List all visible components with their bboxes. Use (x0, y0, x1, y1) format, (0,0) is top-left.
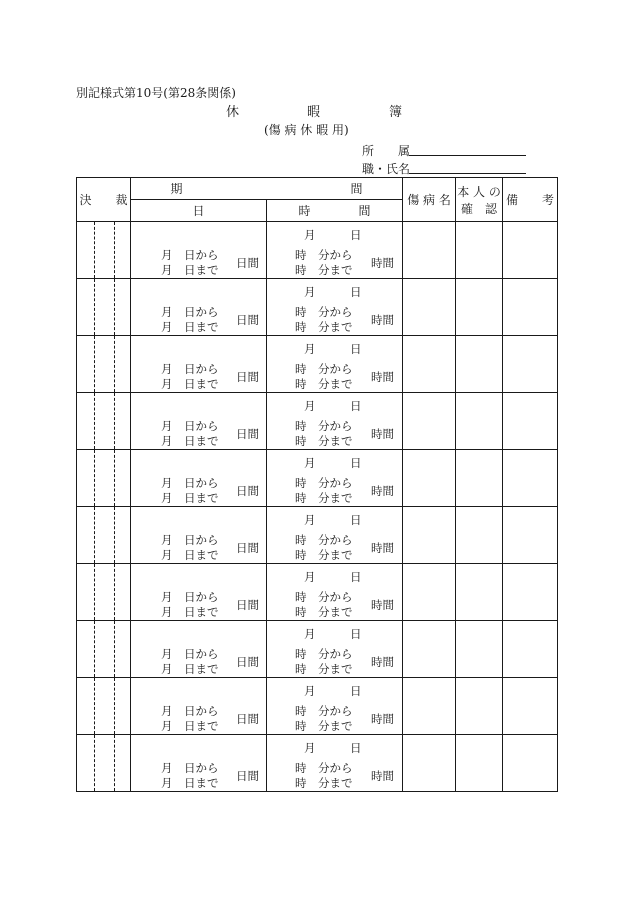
time-cell[interactable] (267, 279, 403, 336)
illness-cell[interactable] (403, 621, 456, 678)
approval-dash-line (114, 507, 115, 563)
approval-cell[interactable] (77, 507, 131, 564)
time-date: 月 日 (304, 456, 362, 470)
approval-cell[interactable] (77, 393, 131, 450)
approval-cell[interactable] (77, 621, 131, 678)
from-day: 月 日から (161, 248, 219, 262)
leave-table (76, 177, 558, 792)
approval-cell[interactable] (77, 336, 131, 393)
name-line (409, 173, 526, 174)
from-time: 時 分から (295, 362, 353, 376)
confirm-cell[interactable] (456, 621, 503, 678)
approval-dashed-lines (77, 336, 130, 392)
remarks-cell[interactable] (503, 393, 558, 450)
day-cell[interactable] (131, 678, 267, 735)
approval-dash-line (114, 279, 115, 335)
approval-dash-line (94, 279, 95, 335)
to-day: 月 日まで (161, 548, 219, 562)
hours-unit: 時間 (371, 655, 394, 669)
day-cell[interactable] (131, 393, 267, 450)
time-date: 月 日 (304, 741, 362, 755)
header-confirm-line1: 本 人 の (457, 184, 501, 199)
remarks-cell[interactable] (503, 735, 558, 792)
to-time: 時 分まで (295, 263, 353, 277)
hours-unit: 時間 (371, 541, 394, 555)
illness-cell[interactable] (403, 735, 456, 792)
day-cell[interactable] (131, 507, 267, 564)
header-confirm (456, 178, 503, 222)
approval-cell[interactable] (77, 735, 131, 792)
form-number: 別記様式第10号(第28条関係) (76, 86, 236, 100)
approval-dash-line (94, 621, 95, 677)
header-remarks: 備 考 (503, 178, 558, 222)
approval-dash-line (114, 564, 115, 620)
illness-cell[interactable] (403, 393, 456, 450)
days-unit: 日間 (236, 598, 259, 612)
to-day: 月 日まで (161, 776, 219, 790)
from-day: 月 日から (161, 533, 219, 547)
to-day: 月 日まで (161, 662, 219, 676)
header-period: 期 間 (131, 178, 403, 200)
time-date: 月 日 (304, 513, 362, 527)
table-row[interactable] (77, 222, 558, 279)
to-time: 時 分まで (295, 320, 353, 334)
confirm-cell[interactable] (456, 450, 503, 507)
from-day: 月 日から (161, 704, 219, 718)
from-time: 時 分から (295, 305, 353, 319)
from-day: 月 日から (161, 647, 219, 661)
time-date: 月 日 (304, 399, 362, 413)
days-unit: 日間 (236, 541, 259, 555)
day-cell[interactable] (131, 450, 267, 507)
approval-dashed-lines (77, 222, 130, 278)
hours-unit: 時間 (371, 313, 394, 327)
subtitle: (傷 病 休 暇 用) (264, 123, 349, 137)
to-day: 月 日まで (161, 719, 219, 733)
approval-cell[interactable] (77, 564, 131, 621)
from-day: 月 日から (161, 590, 219, 604)
to-day: 月 日まで (161, 320, 219, 334)
approval-dashed-lines (77, 507, 130, 563)
to-time: 時 分まで (295, 776, 353, 790)
time-cell[interactable] (267, 507, 403, 564)
affiliation-line (409, 155, 526, 156)
days-unit: 日間 (236, 769, 259, 783)
to-time: 時 分まで (295, 434, 353, 448)
illness-cell[interactable] (403, 678, 456, 735)
confirm-cell[interactable] (456, 678, 503, 735)
hours-unit: 時間 (371, 598, 394, 612)
to-day: 月 日まで (161, 434, 219, 448)
approval-dash-line (94, 507, 95, 563)
to-time: 時 分まで (295, 662, 353, 676)
time-date: 月 日 (304, 627, 362, 641)
approval-dashed-lines (77, 450, 130, 506)
time-date: 月 日 (304, 684, 362, 698)
approval-dashed-lines (77, 735, 130, 791)
approval-cell[interactable] (77, 279, 131, 336)
approval-dash-line (114, 450, 115, 506)
time-date: 月 日 (304, 342, 362, 356)
from-time: 時 分から (295, 248, 353, 262)
remarks-cell[interactable] (503, 621, 558, 678)
days-unit: 日間 (236, 712, 259, 726)
confirm-cell[interactable] (456, 222, 503, 279)
affiliation-label: 所 属 (362, 144, 411, 158)
time-cell[interactable] (267, 336, 403, 393)
from-time: 時 分から (295, 647, 353, 661)
table-row[interactable] (77, 564, 558, 621)
day-cell[interactable] (131, 222, 267, 279)
day-cell[interactable] (131, 735, 267, 792)
to-time: 時 分まで (295, 548, 353, 562)
approval-dash-line (114, 678, 115, 734)
time-date: 月 日 (304, 570, 362, 584)
title-char-2: 暇 (307, 105, 321, 120)
approval-cell[interactable] (77, 222, 131, 279)
from-time: 時 分から (295, 476, 353, 490)
header-confirm-line2: 確 認 (461, 201, 498, 216)
confirm-cell[interactable] (456, 507, 503, 564)
illness-cell[interactable] (403, 222, 456, 279)
remarks-cell[interactable] (503, 336, 558, 393)
remarks-cell[interactable] (503, 564, 558, 621)
confirm-cell[interactable] (456, 393, 503, 450)
table-row[interactable] (77, 393, 558, 450)
from-time: 時 分から (295, 761, 353, 775)
time-cell[interactable] (267, 621, 403, 678)
time-cell[interactable] (267, 222, 403, 279)
hours-unit: 時間 (371, 370, 394, 384)
day-cell[interactable] (131, 336, 267, 393)
illness-cell[interactable] (403, 450, 456, 507)
approval-dash-line (94, 564, 95, 620)
approval-dash-line (114, 735, 115, 791)
from-day: 月 日から (161, 305, 219, 319)
time-cell[interactable] (267, 678, 403, 735)
hours-unit: 時間 (371, 712, 394, 726)
hours-unit: 時間 (371, 256, 394, 270)
approval-dash-line (114, 621, 115, 677)
from-time: 時 分から (295, 419, 353, 433)
to-day: 月 日まで (161, 491, 219, 505)
approval-dash-line (94, 450, 95, 506)
from-day: 月 日から (161, 362, 219, 376)
days-unit: 日間 (236, 370, 259, 384)
header-day: 日 (131, 200, 267, 222)
from-time: 時 分から (295, 533, 353, 547)
days-unit: 日間 (236, 427, 259, 441)
approval-dash-line (94, 678, 95, 734)
illness-cell[interactable] (403, 336, 456, 393)
header-illness: 傷 病 名 (403, 178, 456, 222)
approval-dash-line (94, 336, 95, 392)
table-row[interactable] (77, 621, 558, 678)
approval-dash-line (94, 393, 95, 449)
days-unit: 日間 (236, 484, 259, 498)
to-day: 月 日まで (161, 605, 219, 619)
title-char-3: 簿 (389, 105, 403, 120)
table-row[interactable] (77, 279, 558, 336)
confirm-cell[interactable] (456, 735, 503, 792)
approval-cell[interactable] (77, 450, 131, 507)
table-row[interactable] (77, 336, 558, 393)
confirm-cell[interactable] (456, 336, 503, 393)
illness-cell[interactable] (403, 507, 456, 564)
from-time: 時 分から (295, 590, 353, 604)
time-cell[interactable] (267, 450, 403, 507)
hours-unit: 時間 (371, 769, 394, 783)
approval-dash-line (114, 393, 115, 449)
hours-unit: 時間 (371, 427, 394, 441)
approval-dashed-lines (77, 564, 130, 620)
remarks-cell[interactable] (503, 678, 558, 735)
approval-dash-line (94, 222, 95, 278)
from-day: 月 日から (161, 476, 219, 490)
confirm-cell[interactable] (456, 279, 503, 336)
title-char-1: 休 (226, 105, 240, 120)
days-unit: 日間 (236, 655, 259, 669)
remarks-cell[interactable] (503, 507, 558, 564)
remarks-cell[interactable] (503, 222, 558, 279)
days-unit: 日間 (236, 256, 259, 270)
table-row[interactable] (77, 735, 558, 792)
day-cell[interactable] (131, 621, 267, 678)
days-unit: 日間 (236, 313, 259, 327)
time-date: 月 日 (304, 285, 362, 299)
to-day: 月 日まで (161, 377, 219, 391)
approval-dash-line (114, 336, 115, 392)
approval-dashed-lines (77, 621, 130, 677)
to-time: 時 分まで (295, 491, 353, 505)
time-cell[interactable] (267, 735, 403, 792)
hours-unit: 時間 (371, 484, 394, 498)
approval-dashed-lines (77, 393, 130, 449)
approval-dashed-lines (77, 279, 130, 335)
to-day: 月 日まで (161, 263, 219, 277)
from-time: 時 分から (295, 704, 353, 718)
to-time: 時 分まで (295, 719, 353, 733)
time-cell[interactable] (267, 393, 403, 450)
header-time: 時 間 (267, 200, 403, 222)
remarks-cell[interactable] (503, 279, 558, 336)
approval-cell[interactable] (77, 678, 131, 735)
approval-dashed-lines (77, 678, 130, 734)
time-date: 月 日 (304, 228, 362, 242)
day-cell[interactable] (131, 564, 267, 621)
from-day: 月 日から (161, 419, 219, 433)
to-time: 時 分まで (295, 377, 353, 391)
approval-dash-line (94, 735, 95, 791)
table-row[interactable] (77, 678, 558, 735)
remarks-cell[interactable] (503, 450, 558, 507)
table-row[interactable] (77, 507, 558, 564)
table-row[interactable] (77, 450, 558, 507)
time-cell[interactable] (267, 564, 403, 621)
name-label: 職・氏名 (362, 162, 411, 176)
illness-cell[interactable] (403, 564, 456, 621)
illness-cell[interactable] (403, 279, 456, 336)
approval-dash-line (114, 222, 115, 278)
from-day: 月 日から (161, 761, 219, 775)
day-cell[interactable] (131, 279, 267, 336)
header-approval: 決 裁 (77, 178, 131, 222)
confirm-cell[interactable] (456, 564, 503, 621)
to-time: 時 分まで (295, 605, 353, 619)
